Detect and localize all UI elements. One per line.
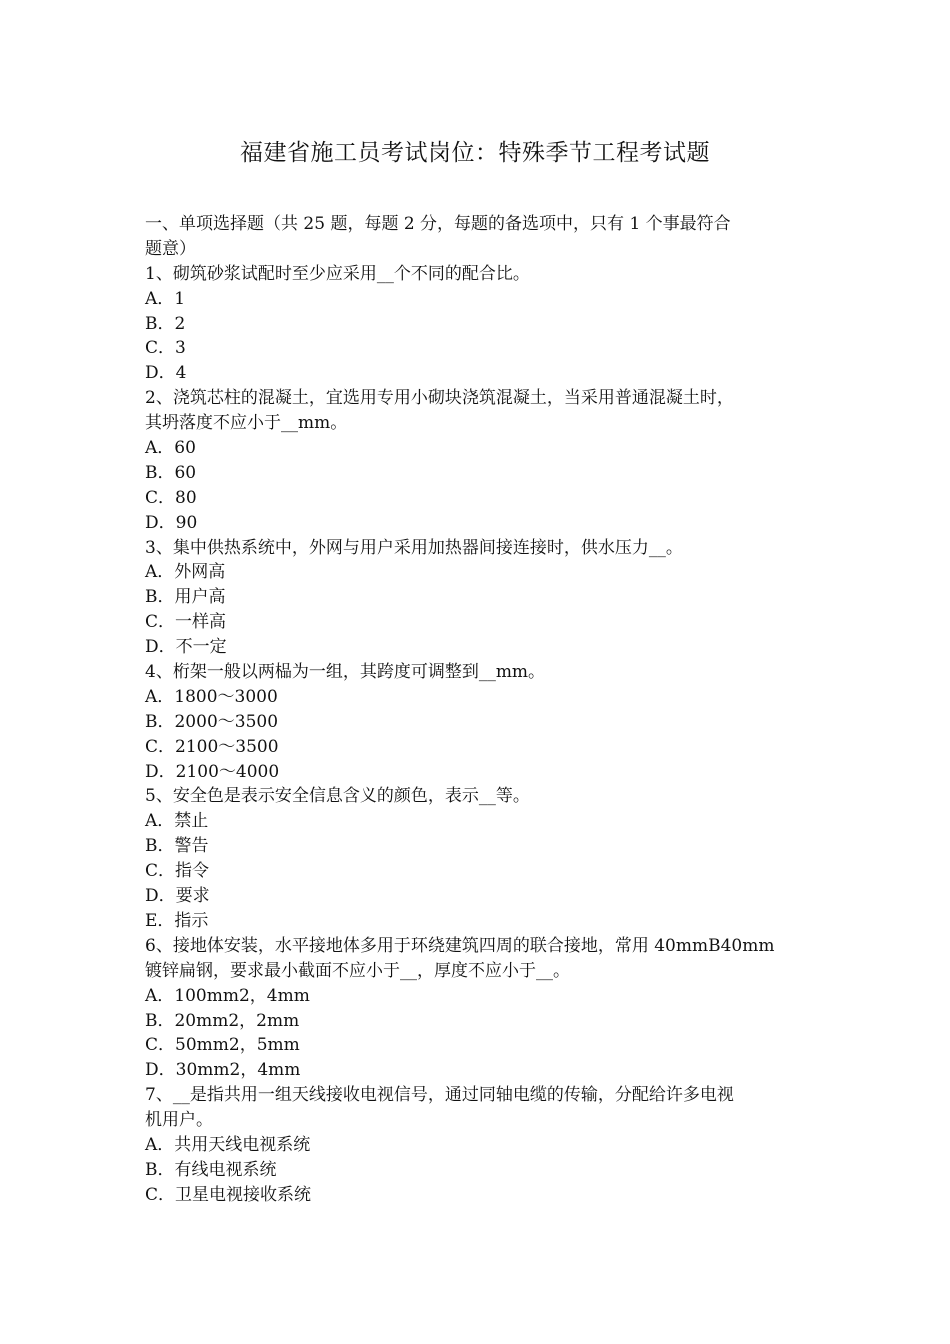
question-text-cont: 机用户。 xyxy=(145,1110,213,1131)
option-a: A．禁止 xyxy=(145,811,209,832)
option-c: C．50mm2，5mm xyxy=(145,1035,300,1056)
option-c: C．3 xyxy=(145,338,186,359)
section-heading-line-1: 一、单项选择题（共 25 题，每题 2 分，每题的备选项中，只有 1 个事最符合 xyxy=(145,214,731,234)
option-c: C．一样高 xyxy=(145,612,227,633)
option-d: D．90 xyxy=(145,512,198,533)
question-text: 2、浇筑芯柱的混凝土，宜选用专用小砌块浇筑混凝土，当采用普通混凝土时， xyxy=(145,388,734,409)
option-a: A．1800～3000 xyxy=(145,686,278,707)
question-text-cont: 镀锌扁钢，要求最小截面不应小于__，厚度不应小于__。 xyxy=(145,960,570,981)
option-d: D．不一定 xyxy=(145,637,227,658)
option-a: A．外网高 xyxy=(145,562,226,583)
option-d: D．4 xyxy=(145,363,187,384)
question-text: 3、集中供热系统中，外网与用户采用加热器间接连接时，供水压力__。 xyxy=(145,537,683,558)
option-a: A．1 xyxy=(145,288,186,309)
question-5 xyxy=(145,784,810,933)
option-b: B．2000～3500 xyxy=(145,711,279,732)
option-b: B．20mm2，2mm xyxy=(145,1010,300,1031)
document-body xyxy=(145,212,810,1208)
option-a: A．60 xyxy=(145,438,196,459)
option-b: B．用户高 xyxy=(145,587,226,608)
question-3 xyxy=(145,536,810,660)
option-c: C．卫星电视接收系统 xyxy=(145,1184,312,1205)
option-b: B．有线电视系统 xyxy=(145,1159,277,1180)
option-b: B．60 xyxy=(145,462,197,483)
question-text: 5、安全色是表示安全信息含义的颜色，表示__等。 xyxy=(145,786,530,807)
option-a: A．共用天线电视系统 xyxy=(145,1134,311,1155)
question-text-cont: 其坍落度不应小于__mm。 xyxy=(145,413,348,434)
question-1 xyxy=(145,262,810,386)
question-6 xyxy=(145,934,810,1083)
option-c: C．80 xyxy=(145,487,197,508)
question-text: 1、砌筑砂浆试配时至少应采用__个不同的配合比。 xyxy=(145,263,530,284)
question-2 xyxy=(145,386,810,535)
option-a: A．100mm2，4mm xyxy=(145,985,310,1006)
question-text: 4、桁架一般以两榀为一组，其跨度可调整到__mm。 xyxy=(145,662,546,683)
option-d: D．30mm2，4mm xyxy=(145,1060,301,1081)
option-d: D．2100～4000 xyxy=(145,761,280,782)
question-text: 6、接地体安装，水平接地体多用于环绕建筑四周的联合接地，常用 40mmB40mm xyxy=(145,935,775,956)
section-heading-line-2: 题意） xyxy=(145,238,196,259)
option-d: D．要求 xyxy=(145,886,210,907)
option-b: B．警告 xyxy=(145,836,209,857)
question-text: 7、__是指共用一组天线接收电视信号，通过同轴电缆的传输，分配给许多电视 xyxy=(145,1085,734,1106)
question-4 xyxy=(145,660,810,784)
option-c: C．2100～3500 xyxy=(145,736,279,757)
option-e: E．指示 xyxy=(145,910,209,931)
option-b: B．2 xyxy=(145,313,186,334)
option-c: C．指令 xyxy=(145,861,210,882)
document-title: 福建省施工员考试岗位：特殊季节工程考试题 xyxy=(240,140,710,166)
question-7 xyxy=(145,1083,810,1207)
